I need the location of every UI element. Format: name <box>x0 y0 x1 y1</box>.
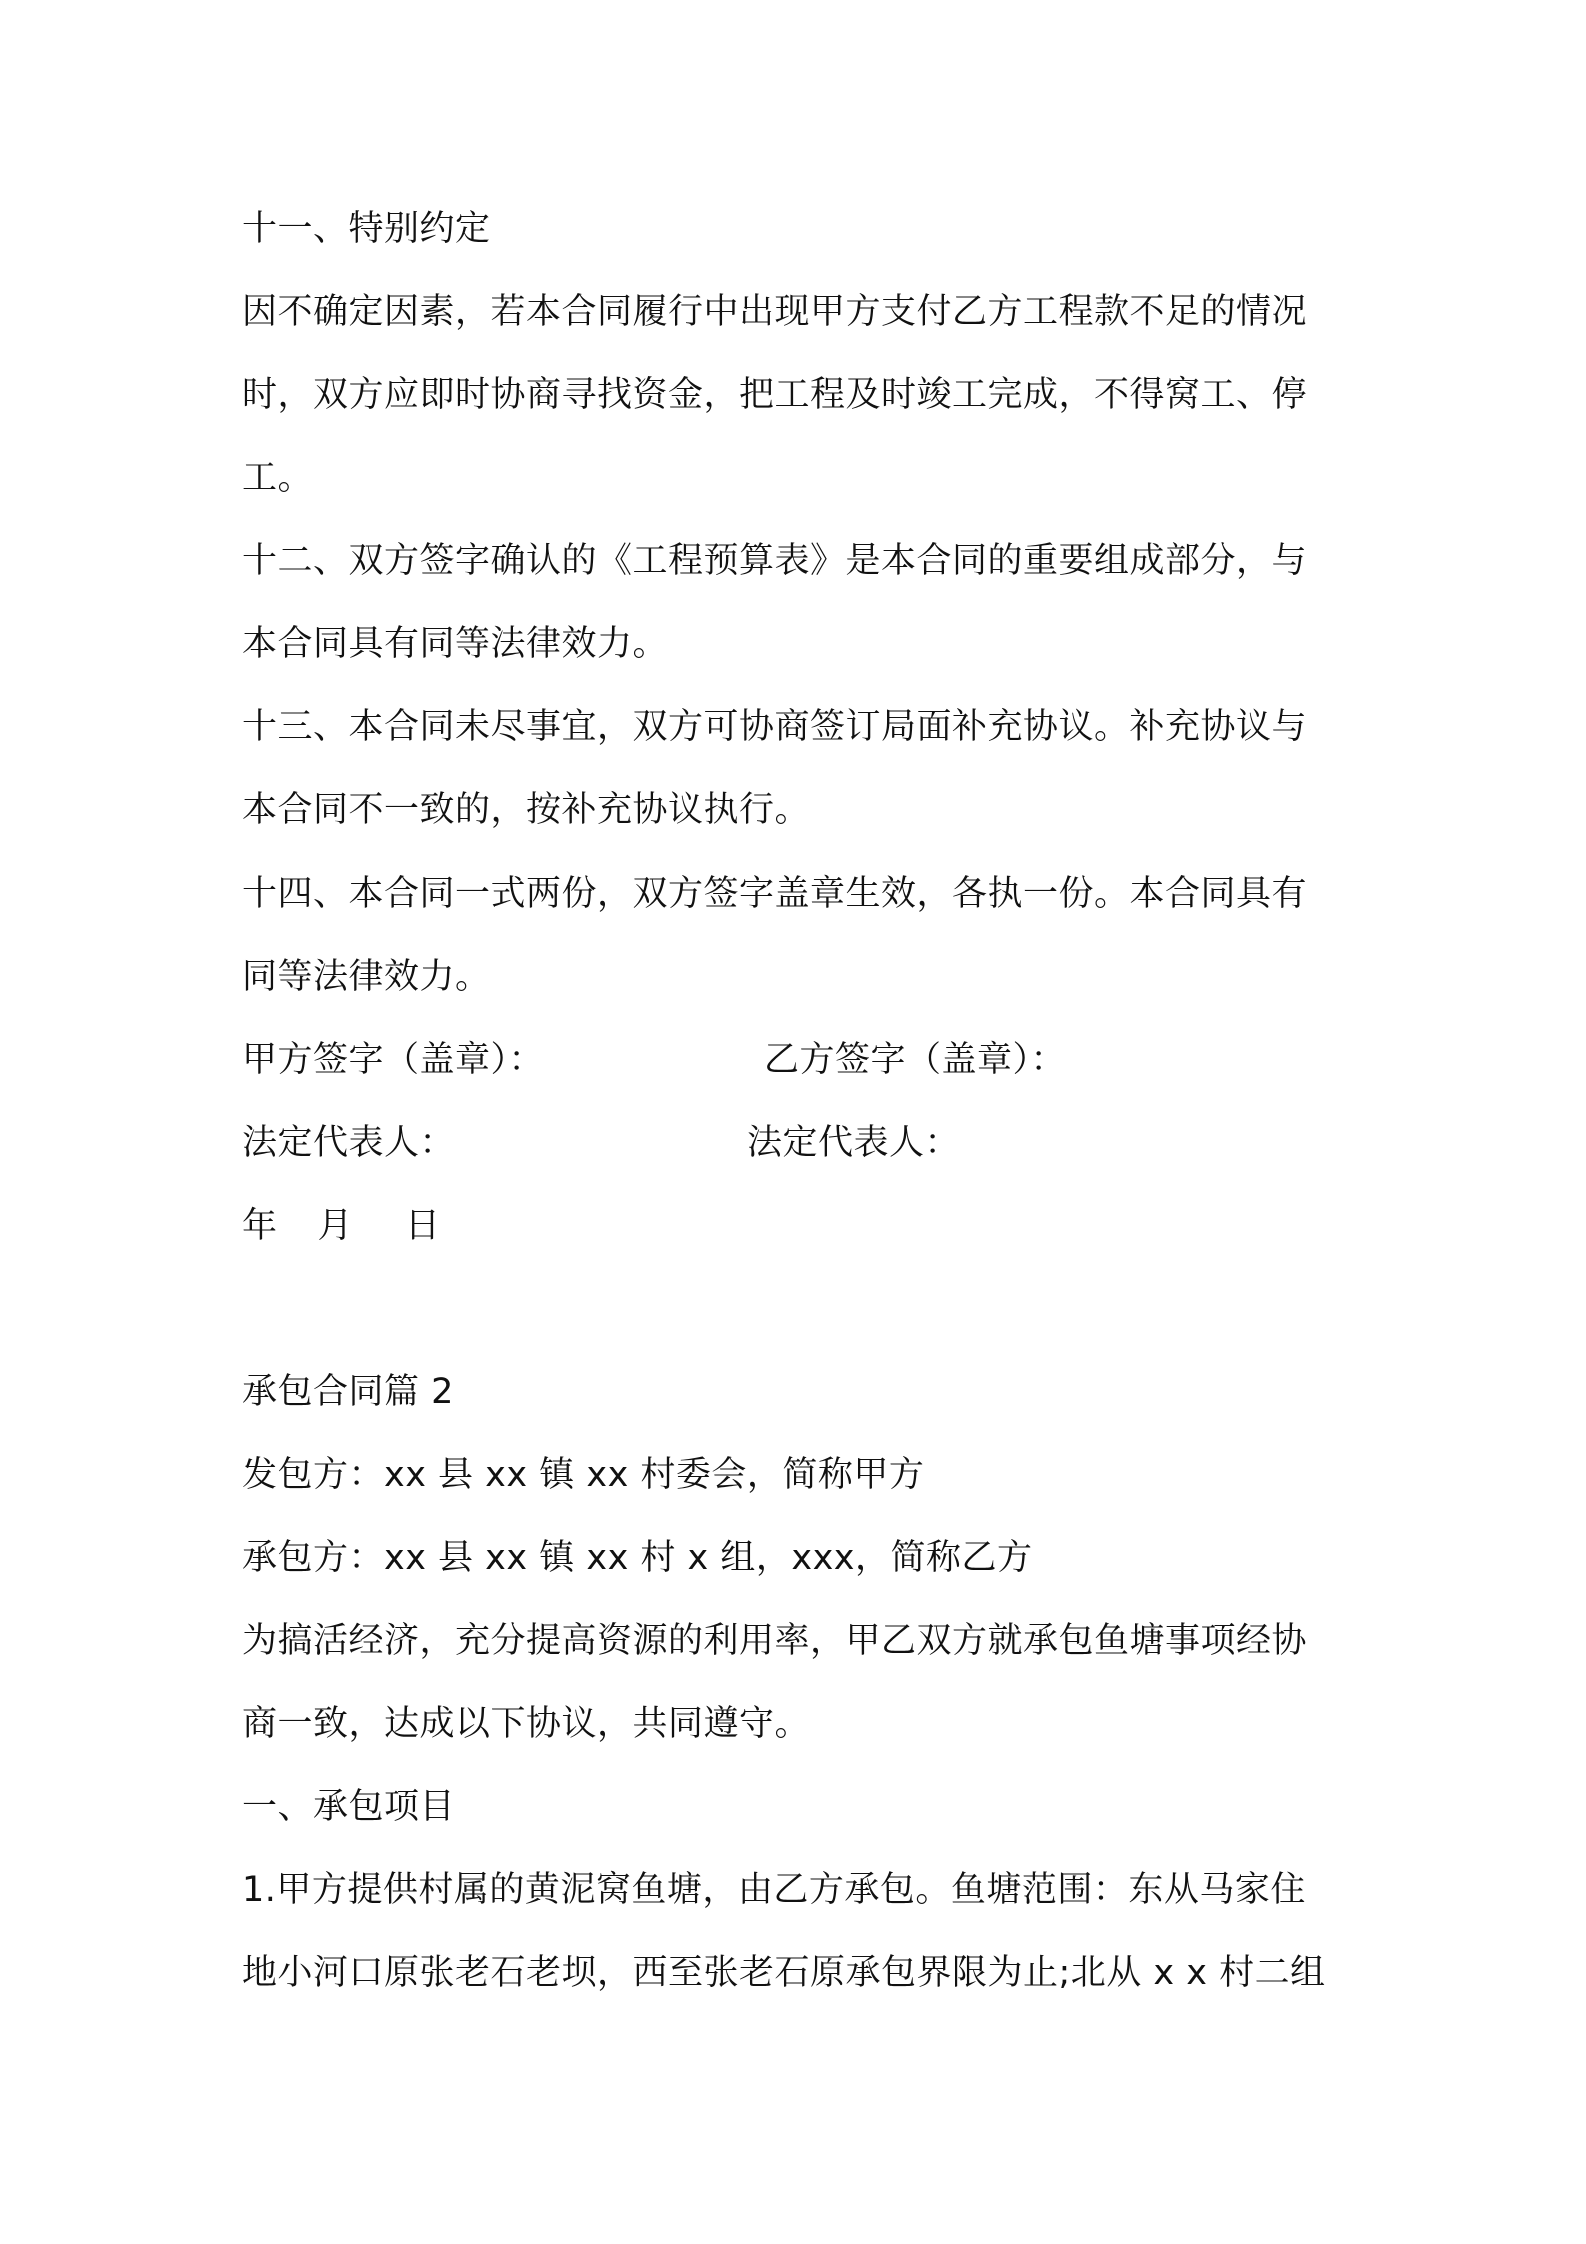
party-b-signature-label: 乙方签字（盖章）： <box>764 1040 1067 1080</box>
paragraph-line: 时，双方应即时协商寻找资金，把工程及时竣工完成，不得窝工、停 <box>242 375 1308 415</box>
paragraph-line: 工。 <box>242 458 314 498</box>
section-heading-contract-project: 一、承包项目 <box>242 1787 456 1827</box>
contract-title: 承包合同篇 2 <box>242 1372 454 1412</box>
party-b-representative-label: 法定代表人： <box>747 1123 961 1163</box>
contractor-line: 承包方：xx 县 xx 镇 xx 村 x 组，xxx，简称乙方 <box>242 1538 1033 1578</box>
clause-14-line: 同等法律效力。 <box>242 957 491 997</box>
clause-13-line: 本合同不一致的，按补充协议执行。 <box>242 790 811 830</box>
party-a-representative-label: 法定代表人： <box>242 1123 456 1163</box>
employer-line: 发包方：xx 县 xx 镇 xx 村委会，简称甲方 <box>242 1455 925 1495</box>
party-a-signature-label: 甲方签字（盖章）： <box>242 1040 545 1080</box>
clause-12-line: 本合同具有同等法律效力。 <box>242 624 669 664</box>
section-heading-special-terms: 十一、特别约定 <box>242 209 491 249</box>
date-line <box>242 1204 441 1248</box>
clause-13-line: 十三、本合同未尽事宜，双方可协商签订局面补充协议。补充协议与 <box>242 707 1308 747</box>
item-1-line: 1.甲方提供村属的黄泥窝鱼塘，由乙方承包。鱼塘范围：东从马家住 <box>242 1870 1306 1910</box>
clause-14-line: 十四、本合同一式两份，双方签字盖章生效，各执一份。本合同具有 <box>242 874 1308 914</box>
clause-12-line: 十二、双方签字确认的《工程预算表》是本合同的重要组成部分，与 <box>242 541 1308 581</box>
item-1-line: 地小河口原张老石老坝，西至张老石原承包界限为止;北从 x x 村二组 <box>242 1953 1326 1993</box>
date-month-label: 月 <box>317 1206 354 1246</box>
date-year-label: 年 <box>242 1206 278 1246</box>
intro-line: 商一致，达成以下协议，共同遵守。 <box>242 1704 811 1744</box>
date-day-label: 日 <box>405 1206 441 1246</box>
paragraph-line: 因不确定因素，若本合同履行中出现甲方支付乙方工程款不足的情况 <box>242 292 1308 332</box>
intro-line: 为搞活经济，充分提高资源的利用率，甲乙双方就承包鱼塘事项经协 <box>242 1621 1308 1661</box>
